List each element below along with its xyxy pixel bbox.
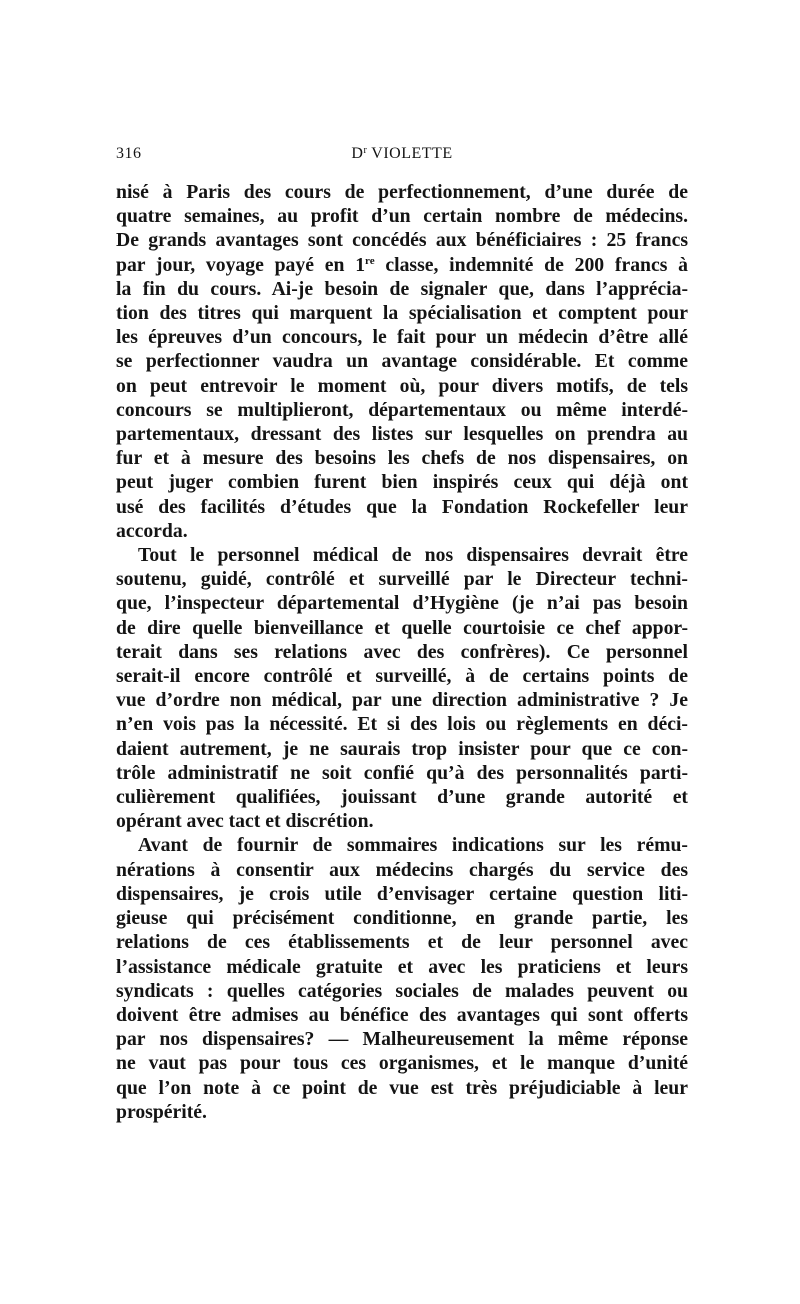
text-line: par nos dispensaires? — Malheureusement la même réponse [116, 1028, 688, 1051]
text-line: usé des facilités d’études que la Fondation Rockefeller leur [116, 495, 688, 518]
text-line: De grands avantages sont concédés aux bénéficiaires : 25 francs [116, 229, 688, 252]
text-line: se perfectionner vaudra un avantage considérable. Et comme [116, 350, 688, 373]
text-line: nisé à Paris des cours de perfectionnement, d’une durée de [116, 181, 688, 203]
text-line: l’assistance médicale gratuite et avec les praticiens et leurs [116, 955, 688, 978]
text-line: on peut entrevoir le moment où, pour divers motifs, de tels [116, 374, 688, 397]
text-line: concours se multiplieront, départementaux ou même interdé- [116, 398, 688, 421]
running-title [116, 145, 688, 163]
text-line: culièrement qualifiées, jouissant d’une grande autorité et [116, 786, 688, 809]
book-page [116, 0, 688, 1304]
text-line: dispensaires, je crois utile d’envisager certaine question liti- [116, 882, 688, 905]
text-line: syndicats : quelles catégories sociales de malades peuvent ou [116, 979, 688, 1002]
ordinal-superscript: re [365, 254, 375, 267]
text-line: accorda. [116, 519, 188, 542]
text-line: doivent être admises au bénéfice des avantages qui sont offerts [116, 1003, 688, 1026]
text-line [116, 253, 688, 277]
text-line: Tout le personnel médical de nos dispensaires devrait être [138, 544, 688, 567]
paragraph [116, 833, 688, 1123]
text-line: fur et à mesure des besoins les chefs de nos dispensaires, on [116, 447, 688, 470]
text-line: trôle administratif ne soit confié qu’à des personnalités parti- [116, 761, 688, 784]
text-line: relations de ces établissements et de leur personnel avec [116, 931, 688, 954]
author-name: VIOLETTE [371, 145, 453, 162]
text-line: daient autrement, je ne saurais trop insister pour que ce con- [116, 737, 688, 760]
paragraph [116, 180, 688, 543]
text-line: soutenu, guidé, contrôlé et surveillé par le Directeur techni- [116, 568, 688, 591]
running-head [116, 145, 688, 167]
page-number: 316 [116, 145, 142, 162]
text-line: ne vaut pas pour tous ces organismes, et le manque d’unité [116, 1052, 688, 1075]
text-line: peut juger combien furent bien inspirés ceux qui déjà ont [116, 471, 688, 494]
text-line: les épreuves d’un concours, le fait pour un médecin d’être allé [116, 326, 688, 349]
text-line: que, l’inspecteur départemental d’Hygiène (je n’ai pas besoin [116, 592, 688, 615]
paragraph [116, 543, 688, 833]
body-text [116, 180, 688, 1124]
text-line: gieuse qui précisément conditionne, en grande partie, les [116, 907, 688, 930]
text-line: serait-il encore contrôlé et surveillé, à de certains points de [116, 665, 688, 688]
title-superscript: r [363, 145, 368, 156]
text-line: de dire quelle bienveillance et quelle courtoisie ce chef appor- [116, 616, 688, 639]
text-line: prospérité. [116, 1100, 207, 1123]
text-line: opérant avec tact et discrétion. [116, 810, 374, 833]
text-line: nérations à consentir aux médecins chargés du service des [116, 858, 688, 881]
text-line: partementaux, dressant des listes sur lesquelles on prendra au [116, 423, 688, 446]
text-line: n’en vois pas la nécessité. Et si des lois ou règlements en déci- [116, 713, 688, 736]
text-line: vue d’ordre non médical, par une direction administrative ? Je [116, 689, 688, 712]
text-line: Avant de fournir de sommaires indications sur les rému- [138, 834, 688, 857]
text-line: la fin du cours. Ai-je besoin de signaler que, dans l’apprécia- [116, 277, 688, 300]
text-line: que l’on note à ce point de vue est très préjudiciable à leur [116, 1076, 688, 1099]
text-segment: par jour, voyage payé en 1 [116, 253, 366, 276]
text-line: terait dans ses relations avec des confrères). Ce personnel [116, 640, 688, 663]
text-segment: classe, indemnité de 200 francs à [374, 253, 688, 276]
text-line: quatre semaines, au profit d’un certain nombre de médecins. [116, 205, 688, 228]
text-line: tion des titres qui marquent la spécialisation et comptent pour [116, 302, 688, 325]
title-prefix: D [351, 145, 364, 162]
